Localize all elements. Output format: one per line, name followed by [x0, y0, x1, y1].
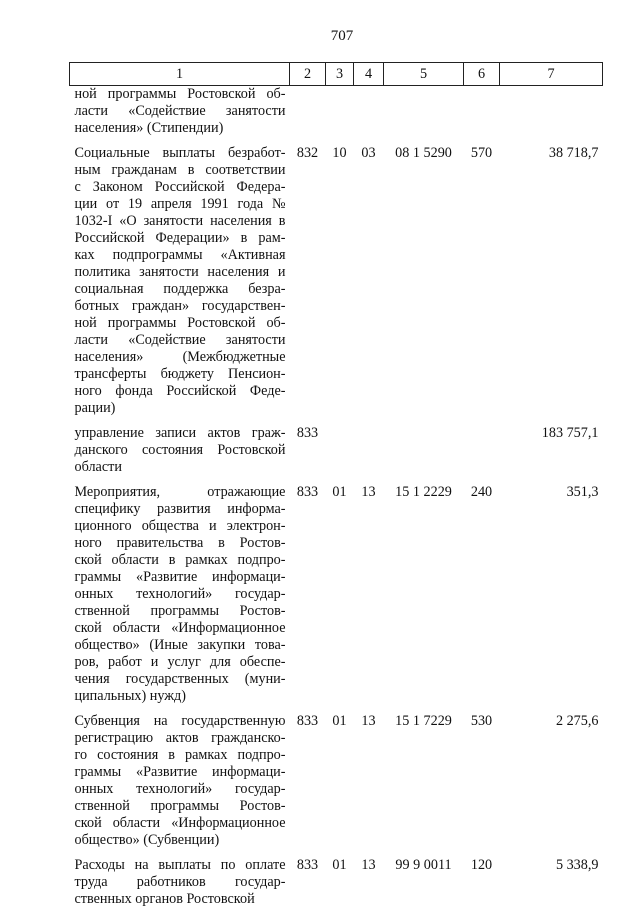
- description-line: ской области в рамках подпро-: [75, 552, 286, 569]
- ministry-code: 833: [290, 713, 326, 857]
- description-line: ципальных) нужд): [75, 688, 286, 705]
- expense-type-code: [464, 425, 500, 484]
- row-description: [70, 484, 290, 713]
- amount-value: 183 757,1: [500, 425, 603, 484]
- description-line: ботных граждан» государствен-: [75, 298, 286, 315]
- description-line: ционного общества и электрон-: [75, 518, 286, 535]
- table-row: [70, 425, 603, 484]
- description-line: Расходы на выплаты по оплате: [75, 857, 286, 874]
- description-line: ного правительства в Ростов-: [75, 535, 286, 552]
- description-line: регистрацию актов гражданско-: [75, 730, 286, 747]
- description-line: ской области «Информационное: [75, 620, 286, 637]
- description-line: онных технологий» государ-: [75, 781, 286, 798]
- table-body: [70, 86, 603, 916]
- subsection-code: 13: [354, 857, 384, 916]
- column-header: 5: [384, 63, 464, 86]
- budget-table: [69, 62, 603, 916]
- expense-type-code: 530: [464, 713, 500, 857]
- table-row: [70, 857, 603, 916]
- target-article-code: 99 9 0011: [384, 857, 464, 916]
- description-line: рации): [75, 400, 286, 417]
- description-line: с Законом Российской Федера-: [75, 179, 286, 196]
- amount-value: [500, 86, 603, 146]
- section-code: 01: [326, 713, 354, 857]
- column-header: 2: [290, 63, 326, 86]
- description-line: 1032-I «О занятости населения в: [75, 213, 286, 230]
- column-header: 1: [70, 63, 290, 86]
- section-code: [326, 425, 354, 484]
- amount-value: 38 718,7: [500, 145, 603, 425]
- description-line: ного фонда Российской Феде-: [75, 383, 286, 400]
- amount-value: 2 275,6: [500, 713, 603, 857]
- target-article-code: 08 1 5290: [384, 145, 464, 425]
- ministry-code: 833: [290, 425, 326, 484]
- expense-type-code: 570: [464, 145, 500, 425]
- description-line: трансферты бюджету Пенсион-: [75, 366, 286, 383]
- column-header: 6: [464, 63, 500, 86]
- amount-value: 351,3: [500, 484, 603, 713]
- description-line: населения» (Стипендии): [75, 120, 286, 137]
- column-header: 7: [500, 63, 603, 86]
- ministry-code: 832: [290, 145, 326, 425]
- description-line: ров, работ и услуг для обеспе-: [75, 654, 286, 671]
- description-line: ции от 19 апреля 1991 года №: [75, 196, 286, 213]
- description-line: общество» (Иные закупки това-: [75, 637, 286, 654]
- expense-type-code: 120: [464, 857, 500, 916]
- column-header: 4: [354, 63, 384, 86]
- amount-value: 5 338,9: [500, 857, 603, 916]
- expense-type-code: [464, 86, 500, 146]
- section-code: 10: [326, 145, 354, 425]
- target-article-code: 15 1 2229: [384, 484, 464, 713]
- column-header: 3: [326, 63, 354, 86]
- row-description: [70, 145, 290, 425]
- target-article-code: [384, 425, 464, 484]
- description-line: общество» (Субвенции): [75, 832, 286, 849]
- description-line: ской области «Информационное: [75, 815, 286, 832]
- expense-type-code: 240: [464, 484, 500, 713]
- subsection-code: [354, 86, 384, 146]
- ministry-code: [290, 86, 326, 146]
- target-article-code: [384, 86, 464, 146]
- description-line: специфику развития информа-: [75, 501, 286, 518]
- description-line: ной программы Ростовской об-: [75, 315, 286, 332]
- description-line: онных технологий» государ-: [75, 586, 286, 603]
- description-line: политика занятости населения и: [75, 264, 286, 281]
- description-line: чения государственных (муни-: [75, 671, 286, 688]
- description-line: области: [75, 459, 286, 476]
- table-row: [70, 484, 603, 713]
- description-line: ласти «Содействие занятости: [75, 332, 286, 349]
- description-line: граммы «Развитие информаци-: [75, 569, 286, 586]
- description-line: ственной программы Ростов-: [75, 603, 286, 620]
- ministry-code: 833: [290, 857, 326, 916]
- description-line: Российской Федерации» в рам-: [75, 230, 286, 247]
- row-description: [70, 713, 290, 857]
- section-code: 01: [326, 484, 354, 713]
- table-row: [70, 713, 603, 857]
- row-description: [70, 857, 290, 916]
- page-number: 707: [0, 28, 640, 45]
- description-line: граммы «Развитие информаци-: [75, 764, 286, 781]
- description-line: Социальные выплаты безработ-: [75, 145, 286, 162]
- target-article-code: 15 1 7229: [384, 713, 464, 857]
- description-line: ственной программы Ростов-: [75, 798, 286, 815]
- subsection-code: 03: [354, 145, 384, 425]
- subsection-code: 13: [354, 713, 384, 857]
- description-line: Субвенция на государственную: [75, 713, 286, 730]
- table-row: [70, 86, 603, 146]
- section-code: [326, 86, 354, 146]
- description-line: социальная поддержка безра-: [75, 281, 286, 298]
- description-line: го состояния в рамках подпро-: [75, 747, 286, 764]
- subsection-code: 13: [354, 484, 384, 713]
- table-row: [70, 145, 603, 425]
- section-code: 01: [326, 857, 354, 916]
- subsection-code: [354, 425, 384, 484]
- description-line: Мероприятия, отражающие: [75, 484, 286, 501]
- ministry-code: 833: [290, 484, 326, 713]
- description-line: ках подпрограммы «Активная: [75, 247, 286, 264]
- description-line: ной программы Ростовской об-: [75, 86, 286, 103]
- header-row: [70, 63, 603, 86]
- description-line: ственных органов Ростовской: [75, 891, 286, 908]
- row-description: [70, 86, 290, 146]
- description-line: ным гражданам в соответствии: [75, 162, 286, 179]
- description-line: ласти «Содействие занятости: [75, 103, 286, 120]
- description-line: труда работников государ-: [75, 874, 286, 891]
- description-line: населения» (Межбюджетные: [75, 349, 286, 366]
- description-line: данского состояния Ростовской: [75, 442, 286, 459]
- row-description: [70, 425, 290, 484]
- description-line: управление записи актов граж-: [75, 425, 286, 442]
